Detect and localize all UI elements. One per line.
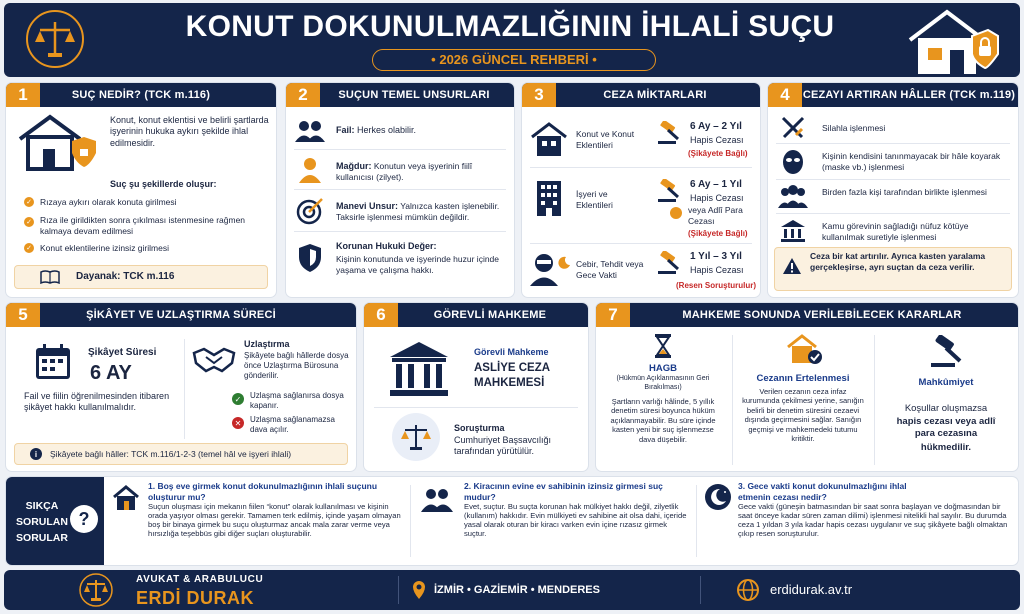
scales-logo-icon [78,572,114,608]
section-title: GÖREVLİ MAHKEME [364,303,588,327]
fail-icon: ✕ [232,417,244,429]
check-icon: ✓ [24,197,34,207]
definition-text: Konut, konut eklentisi ve belirli şartlarda işyerinin hukuka aykırı şekilde ihlal edilmesidir. [110,115,269,148]
penalty-kind: Hapis Cezası [690,265,744,275]
way-item: Konut eklentilerine izinsiz girilmesi [40,243,169,253]
complaint-period-text: Fail ve fiilin öğrenilmesinden itibaren şikâyet hakkı kullanılmalıdır. [24,391,170,413]
footer-website[interactable]: erdidurak.av.tr [770,582,853,597]
calendar-icon [34,343,72,381]
check-icon: ✓ [24,243,34,253]
people-icon [294,119,326,143]
house-icon [112,485,140,511]
penalty-range: 6 Ay – 2 Yıl [690,121,742,132]
crossed-swords-icon [780,115,806,141]
vertical-divider [874,335,875,465]
section-definition [6,83,276,297]
verdict-subtitle: (Hükmün Açıklanmasının Geri Bırakılması) [616,375,710,391]
section-title: SUÇUN TEMEL UNSURLARI [286,83,514,107]
penalty-note: (Resen Soruşturulur) [676,281,757,290]
section-number: 6 [364,303,398,327]
section-number: 5 [6,303,40,327]
section-number: 4 [768,83,802,107]
faq-question: 2. Kiracının evine ev sahibinin izinsiz girmesi suç mudur? [464,481,663,502]
scales-icon [400,421,432,453]
section-court [364,303,588,471]
faq-question: 1. Boş eve girmek konut dokunulmazlığının ihlali suçunu oluşturur mu? [148,481,378,502]
book-icon [40,270,60,284]
house-icon [530,121,568,157]
section-number: 3 [522,83,556,107]
warning-text: Ceza bir kat artırılır. Ayrıca kasten yaralama gerçekleşirse, ayrı suçtan da ceza verilir. [810,251,986,272]
investigation-text: Cumhuriyet Başsavcılığı tarafından yürütülür. [454,435,552,457]
section-number: 2 [286,83,320,107]
penalty-note: (Şikâyete Bağlı) [688,149,748,158]
court-name: ASLİYE CEZA MAHKEMESİ [474,362,550,389]
building-icon [534,179,564,217]
divider [776,179,1010,180]
element-intent: Manevi Unsur: Yalnızca kasten işlenebilir. Taksirle işlenmesi mümkün değildir. [336,201,500,223]
vertical-divider [410,485,411,557]
section-elements [286,83,514,297]
complaint-period: 6 AY [90,362,132,384]
penalty-note: (Şikâyete Bağlı) [688,229,748,238]
complaint-period-label: Şikâyet Süresi [88,347,157,358]
person-icon [298,157,322,183]
people-icon [420,487,454,513]
mediation-text: Şikâyete bağlı hâllerde dosya önce Uzlaştırma Bürosuna gönderilir. [244,351,349,380]
vertical-divider [696,485,697,557]
aggravating-item: Kişinin kendisini tanınmayacak bir hâle koyarak (maske vb.) işlenmesi [822,151,1001,172]
moon-icon [704,483,732,511]
faq-question: 3. Gece vakti konut dokunulmazlığını ihlal etmenin cezası nedir? [738,481,907,502]
divider [294,149,506,150]
handshake-icon [192,343,236,373]
verdict-text: Koşullar oluşmazsa [904,403,988,414]
house-lock-icon [902,6,1002,76]
question-icon: ? [70,505,98,533]
section-number: 1 [6,83,40,107]
basis-text: Dayanak: TCK m.116 [76,271,175,282]
aggravating-item: Kamu görevinin sağladığı nüfuz kötüye kullanılmak suretiyle işlenmesi [822,221,969,242]
courthouse-icon [386,339,452,399]
investigation-label: Soruşturma [454,423,505,433]
page-title: KONUT DOKUNULMAZLIĞININ İHLALİ SUÇU [185,10,835,43]
gavel-icon [656,251,684,275]
subtitle-badge: • 2026 GÜNCEL REHBERİ • [372,49,656,71]
group-icon [778,185,808,209]
section-title: MAHKEME SONUNDA VERİLEBİLECEK KARARLAR [596,303,1018,327]
footer-location: İZMİR • GAZİEMİR • MENDERES [434,584,600,596]
section-title: CEZA MİKTARLARI [522,83,760,107]
globe-icon [736,578,760,602]
house-shield-icon [16,113,100,171]
verdict-text-end: hükmedilir. [920,442,972,453]
house-check-icon [786,333,824,365]
section-penalties [522,83,760,297]
masked-burglar-icon [528,251,572,287]
aggravating-item: Silahla işlenmesi [822,123,886,133]
divider [776,213,1010,214]
section-title: SUÇ NEDİR? (TCK m.116) [6,83,276,107]
gavel-icon [928,335,966,369]
footer-role: AVUKAT & ARABULUCU [136,574,264,585]
vertical-divider [732,335,733,465]
court-label: Görevli Mahkeme [474,347,549,357]
element-protected-value: Korunan Hukuki Değer: Kişinin konutunda ve işyerinde huzur içinde yaşama ve çalışma hakkı. [336,241,500,275]
mediation-success: Uzlaşma sağlanırsa dosya kapanır. [250,391,344,410]
location-pin-icon [412,580,426,600]
footer-name: ERDİ DURAK [136,588,255,608]
divider [776,143,1010,144]
divider [374,407,578,408]
penalty-range: 6 Ay – 1 Yıl [690,179,742,190]
section-title: ŞİKÂYET VE UZLAŞTIRMA SÜRECİ [6,303,356,327]
faq-answer: Gece vakti (güneşin batmasından bir saat sonra başlayan ve doğmasından bir saat önceye kadar süren zaman dilimi) işlenmesi nitelikli hal sayılır. Bu durumda ceza 1 yıldan 3 yıla kadar hapis cezası uygulanır ve suç şikâyete bağlı olmaktan çıkıp resen soruşturulur. [738,502,1008,539]
section-number: 7 [596,303,630,327]
way-item: Rızaya aykırı olarak konuta girilmesi [40,197,177,207]
penalty-label: Cebir, Tehdit veya Gece Vakti [576,259,644,280]
warning-icon [782,257,802,275]
footer-divider [398,576,399,604]
vertical-divider [184,339,185,439]
way-item: Rıza ile girildikten sonra çıkılması istenmesine rağmen kalmaya devam edilmesi [40,215,246,236]
verdict-text-bold: hapis cezası veya adlî para cezasına [896,416,996,439]
element-fail: Fail: Herkes olabilir. [336,125,417,135]
faq-label: SIKÇA SORULAN SORULAR [16,500,68,544]
hourglass-icon [654,333,672,359]
gavel-icon [656,179,684,203]
verdict-text: Şartların varlığı hâlinde, 5 yıllık denetim süresi boyunca hüküm açıklanmayabilir. Bu süre içinde kasten yeni bir suç işlenmezse dava düşebilir. [610,397,716,444]
penalty-label: İşyeri ve Eklentileri [576,189,613,210]
footer-divider [700,576,701,604]
scales-logo-icon [24,8,86,70]
mediation-fail: Uzlaşma sağlanamazsa dava açılır. [250,415,335,434]
penalty-kind: Hapis Cezası [690,193,744,203]
complaint-footer: Şikâyete bağlı hâller: TCK m.116/1-2-3 (temel hâl ve işyeri ihlali) [50,449,292,459]
divider [294,189,506,190]
shield-icon [298,243,322,273]
mask-icon [782,149,804,175]
verdict-title: Cezanın Ertelenmesi [756,373,850,384]
faq-answer: Suçun oluşması için mekanın fiilen “konut” olarak kullanılması ve kişinin orada yaşıyor olması gerekir. Tamamen terk edilmiş, içinde yaşam olmayan boş bir binaya girmek bu suçu oluşturmaz ancak mala zarar verme veya hırsızlığa teşebbüs gibi diğer suçları oluşturabilir. [148,502,401,539]
divider [294,231,506,232]
divider [530,167,752,168]
government-building-icon [780,219,806,243]
faq-answer: Evet, suçtur. Bu suçta korunan hak mülkiyet hakkı değil, zilyetlik (kullanım) hakkıdır. Evin mülkiyeti ev sahibine ait olsa dahi, içeride yasal olarak oturan bir kiracı varken evin içine rızasız girmek suçtur. [464,502,687,539]
section-aggravating [768,83,1018,297]
success-icon: ✓ [232,393,244,405]
gavel-icon [656,121,684,145]
element-victim: Mağdur: Konutun veya işyerinin fiilî kullanıcısı (zilyet). [336,161,473,183]
aggravating-item: Birden fazla kişi tarafından birlikte işlenmesi [822,187,987,197]
target-icon [296,197,324,225]
coin-icon [670,207,682,219]
info-icon: i [30,448,42,460]
section-title: CEZAYI ARTIRAN HÂLLER (TCK m.119) [768,83,1018,107]
verdict-title: HAGB [649,363,677,374]
verdict-title: Mahkûmiyet [918,377,974,388]
verdict-text: Verilen cezanın ceza infaz kurumunda çekilmesi yerine, sanığın belirli bir denetim süresini cezaevi dışında geçirmesini sağlar. Sanığın geçmişi ve mahkemedeki tutumu kritiktir. [742,387,864,443]
penalty-alt: veya Adlî Para Cezası [688,205,743,226]
ways-title: Suç şu şekillerde oluşur: [110,179,217,189]
penalty-range: 1 Yıl – 3 Yıl [690,251,742,262]
section-complaint [6,303,356,471]
section-verdicts [596,303,1018,471]
faq-section [6,477,1018,565]
divider [530,243,752,244]
check-icon: ✓ [24,217,34,227]
penalty-kind: Hapis Cezası [690,135,744,145]
penalty-label: Konut ve Konut Eklentileri [576,129,635,150]
mediation-title: Uzlaştırma [244,339,290,349]
